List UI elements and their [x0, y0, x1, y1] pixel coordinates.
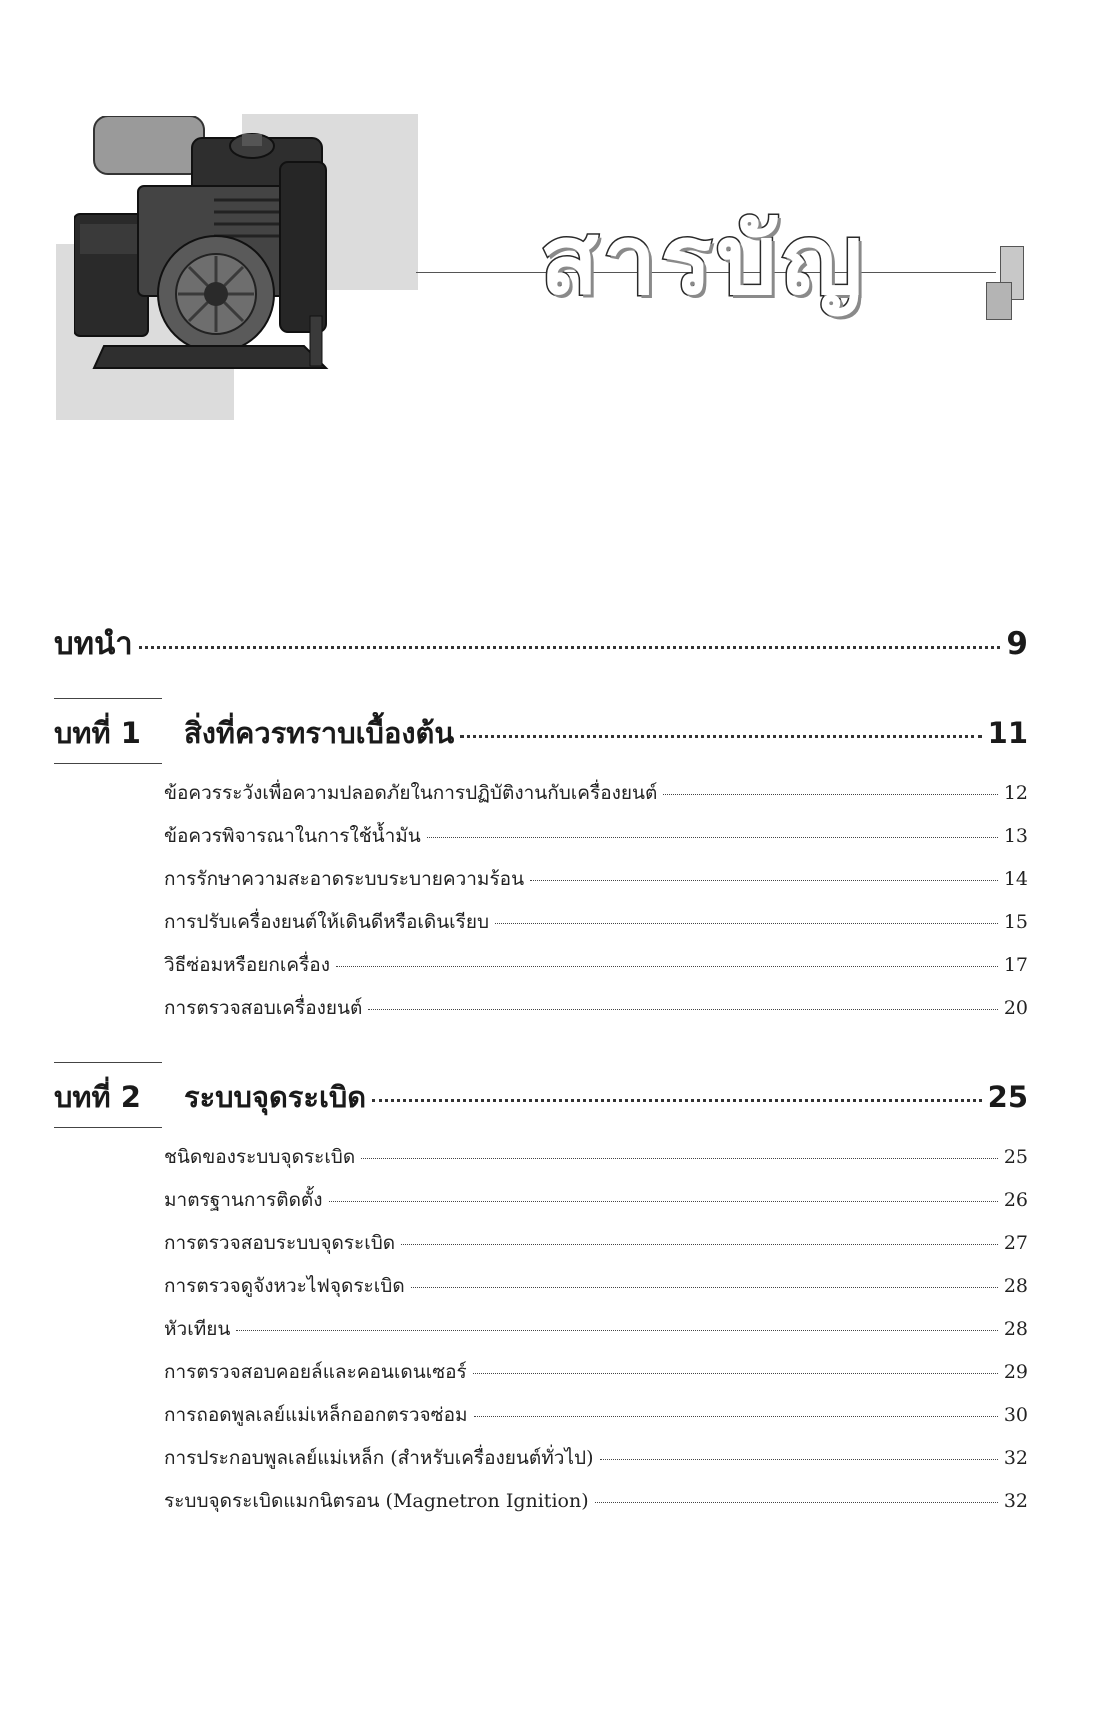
dot-leader — [595, 1502, 998, 1503]
engine-icon — [74, 116, 336, 378]
toc-entry-page: 17 — [1003, 954, 1028, 976]
dot-leader — [530, 880, 998, 881]
chapter-title: ระบบจุดระเบิด — [184, 1080, 367, 1114]
dot-leader — [460, 735, 981, 738]
dot-leader — [474, 1416, 998, 1417]
toc-entry[interactable] — [164, 1486, 1028, 1516]
toc-entry[interactable] — [164, 1400, 1028, 1430]
chapter-number: บทที่ 2 — [54, 1074, 162, 1120]
toc-entry[interactable] — [164, 778, 1028, 808]
chapter-page: 11 — [987, 716, 1028, 750]
dot-leader — [336, 966, 998, 967]
toc-entry-page: 15 — [1003, 911, 1028, 933]
dot-leader — [139, 646, 1001, 649]
toc-chapter-1[interactable] — [54, 710, 1028, 756]
toc-entry-label: ข้อควรพิจารณาในการใช้น้ำมัน — [164, 825, 421, 847]
toc-entry[interactable] — [164, 1228, 1028, 1258]
toc-entry-label: หัวเทียน — [164, 1318, 231, 1340]
toc-entry-page: 25 — [1003, 1146, 1028, 1168]
toc-entry-label: การตรวจสอบเครื่องยนต์ — [164, 997, 363, 1019]
toc-entry[interactable] — [164, 864, 1028, 894]
dot-leader — [361, 1158, 998, 1159]
dot-leader — [368, 1009, 997, 1010]
toc-chapter-2[interactable] — [54, 1074, 1028, 1120]
toc-entry-page: 27 — [1003, 1232, 1028, 1254]
toc-entry-page: 32 — [1003, 1490, 1028, 1512]
dot-leader — [473, 1373, 998, 1374]
toc-entry-page: 13 — [1003, 825, 1028, 847]
toc-entry[interactable] — [164, 907, 1028, 937]
toc-entry[interactable] — [164, 1314, 1028, 1344]
corner-tab-lower — [986, 282, 1012, 320]
toc-entry-page: 12 — [1003, 782, 1028, 804]
toc-entry-label: การตรวจสอบคอยล์และคอนเดนเซอร์ — [164, 1361, 467, 1383]
toc-entry[interactable] — [164, 993, 1028, 1023]
page-title: สารบัญ — [540, 204, 867, 316]
toc-entry-page: 30 — [1003, 1404, 1028, 1426]
toc-entry-label: ระบบจุดระเบิดแมกนิตรอน (Magnetron Ignition) — [164, 1490, 589, 1512]
toc-entry[interactable] — [164, 950, 1028, 980]
toc-intro-page: 9 — [1006, 626, 1028, 662]
toc-entry-label: วิธีซ่อมหรือยกเครื่อง — [164, 954, 330, 976]
dot-leader — [411, 1287, 998, 1288]
toc-intro-label: บทนำ — [54, 626, 133, 662]
toc-entry[interactable] — [164, 1142, 1028, 1172]
dot-leader — [236, 1330, 997, 1331]
toc-entry-label: การตรวจสอบระบบจุดระเบิด — [164, 1232, 396, 1254]
toc-entry-page: 32 — [1003, 1447, 1028, 1469]
dot-leader — [329, 1201, 998, 1202]
toc-entry-page: 20 — [1003, 997, 1028, 1019]
toc-entry-label: การถอดพูลเลย์แม่เหล็กออกตรวจซ่อม — [164, 1404, 468, 1426]
toc-entry-page: 28 — [1003, 1275, 1028, 1297]
toc-entry-label: การตรวจดูจังหวะไฟจุดระเบิด — [164, 1275, 405, 1297]
toc-entry-label: ข้อควรระวังเพื่อความปลอดภัยในการปฏิบัติงานกับเครื่องยนต์ — [164, 782, 658, 804]
chapter-title: สิ่งที่ควรทราบเบื้องต้น — [184, 716, 455, 750]
dot-leader — [600, 1459, 998, 1460]
dot-leader — [401, 1244, 998, 1245]
toc-intro[interactable] — [54, 618, 1028, 668]
toc-entry-label: ชนิดของระบบจุดระเบิด — [164, 1146, 356, 1168]
toc-entry-label: การประกอบพูลเลย์แม่เหล็ก (สำหรับเครื่องยนต์ทั่วไป) — [164, 1447, 594, 1469]
toc-entry-label: การปรับเครื่องยนต์ให้เดินดีหรือเดินเรียบ — [164, 911, 490, 933]
chapter-page: 25 — [987, 1080, 1028, 1114]
toc-entry-label: การรักษาความสะอาดระบบระบายความร้อน — [164, 868, 525, 890]
toc-entry-page: 29 — [1003, 1361, 1028, 1383]
toc-entry[interactable] — [164, 821, 1028, 851]
toc-entry-label: มาตรฐานการติดตั้ง — [164, 1189, 323, 1211]
chapter-number: บทที่ 1 — [54, 710, 162, 756]
dot-leader — [663, 794, 997, 795]
dot-leader — [495, 923, 998, 924]
toc-entry[interactable] — [164, 1443, 1028, 1473]
toc-entry-page: 28 — [1003, 1318, 1028, 1340]
toc-entry-page: 14 — [1003, 868, 1028, 890]
toc-entry[interactable] — [164, 1271, 1028, 1301]
toc-entry[interactable] — [164, 1357, 1028, 1387]
dot-leader — [427, 837, 998, 838]
toc-entry[interactable] — [164, 1185, 1028, 1215]
toc-entry-page: 26 — [1003, 1189, 1028, 1211]
dot-leader — [372, 1099, 982, 1102]
